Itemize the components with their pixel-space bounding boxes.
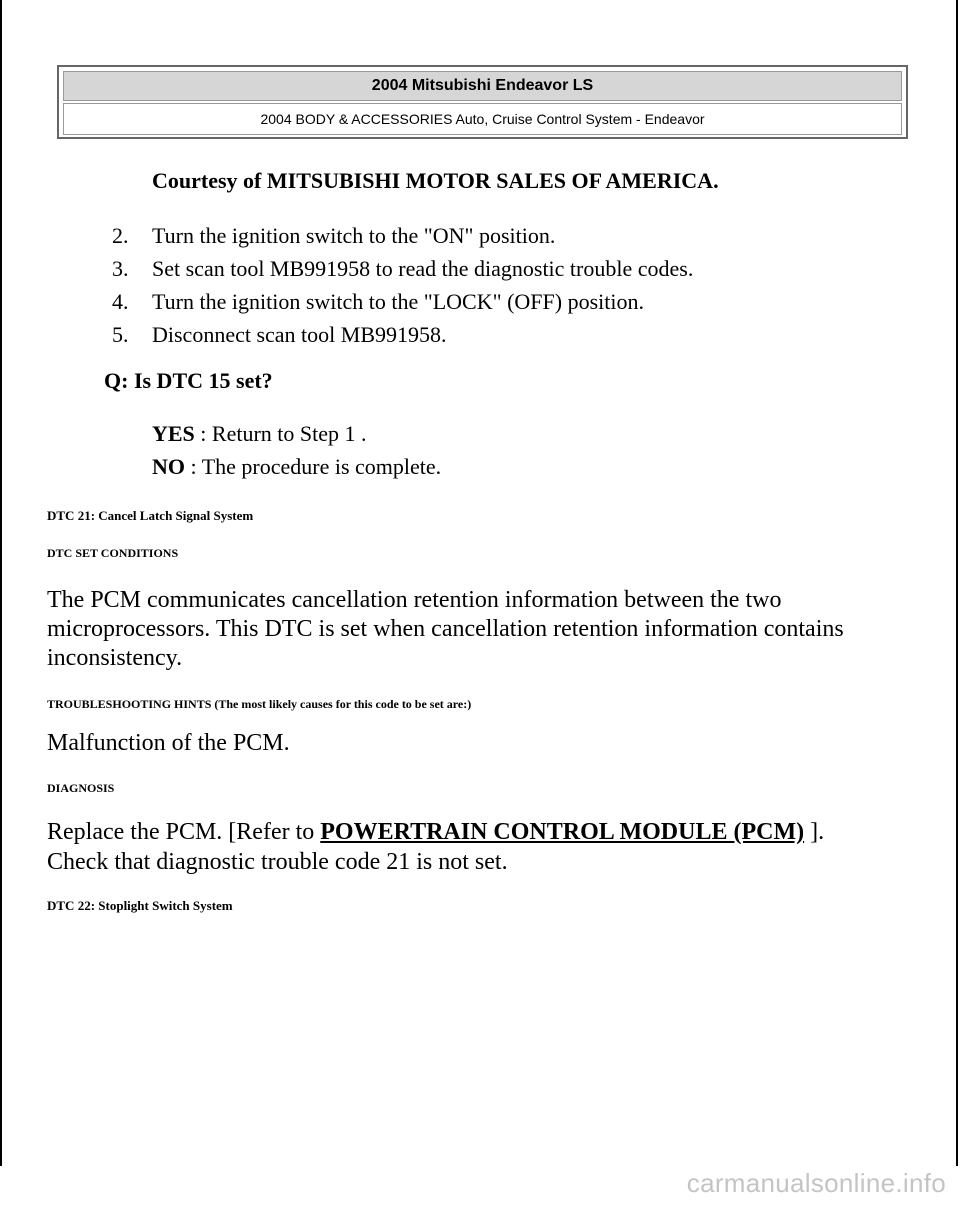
diagnosis-text-end: ]. [804,819,825,845]
answer-yes [152,421,367,447]
header-subtitle: 2004 BODY & ACCESSORIES Auto, Cruise Control System - Endeavor [63,103,902,135]
hints-heading: TROUBLESHOOTING HINTS (The most likely causes for this code to be set are:) [47,697,472,711]
courtesy-caption: Courtesy of MITSUBISHI MOTOR SALES OF AMERICA. [152,168,719,193]
answer-no [152,454,441,480]
step-item [112,322,447,348]
diagnosis-line-1 [47,818,897,847]
hints-text: Malfunction of the PCM. [47,730,290,756]
set-conditions-heading: DTC SET CONDITIONS [47,546,179,560]
answer-key: YES [152,421,195,446]
document-header [57,65,908,139]
diagnosis-line-2: Check that diagnostic trouble code 21 is not set. [47,849,508,875]
diagnosis-heading: DIAGNOSIS [47,781,115,795]
step-text: Turn the ignition switch to the "ON" position. [152,223,556,248]
step-item [112,223,555,249]
set-conditions-text: The PCM communicates cancellation retention information between the two microprocessors. This DTC is set when cancellation retention information contains inconsistency. [47,587,844,671]
dtc21-title: DTC 21: Cancel Latch Signal System [47,508,254,523]
diagnosis-text: Replace the PCM. [Refer to [47,819,321,845]
step-text: Turn the ignition switch to the "LOCK" (OFF) position. [152,289,645,314]
step-number: 3. [112,256,129,281]
question-heading: Q: Is DTC 15 set? [104,368,273,393]
step-item [112,289,644,315]
answer-key: NO [152,454,185,479]
step-number: 4. [112,289,129,314]
answer-text: : Return to Step 1 . [194,421,367,446]
step-text: Set scan tool MB991958 to read the diagnostic trouble codes. [152,256,694,281]
answer-text: : The procedure is complete. [185,454,442,479]
dtc22-title: DTC 22: Stoplight Switch System [47,898,233,913]
watermark: carmanualsonline.info [686,1168,946,1198]
header-title: 2004 Mitsubishi Endeavor LS [63,71,902,101]
step-item [112,256,693,282]
step-text: Disconnect scan tool MB991958. [152,322,447,347]
pcm-link[interactable]: POWERTRAIN CONTROL MODULE (PCM) [320,819,805,845]
step-number: 2. [112,223,129,248]
step-number: 5. [112,322,129,347]
